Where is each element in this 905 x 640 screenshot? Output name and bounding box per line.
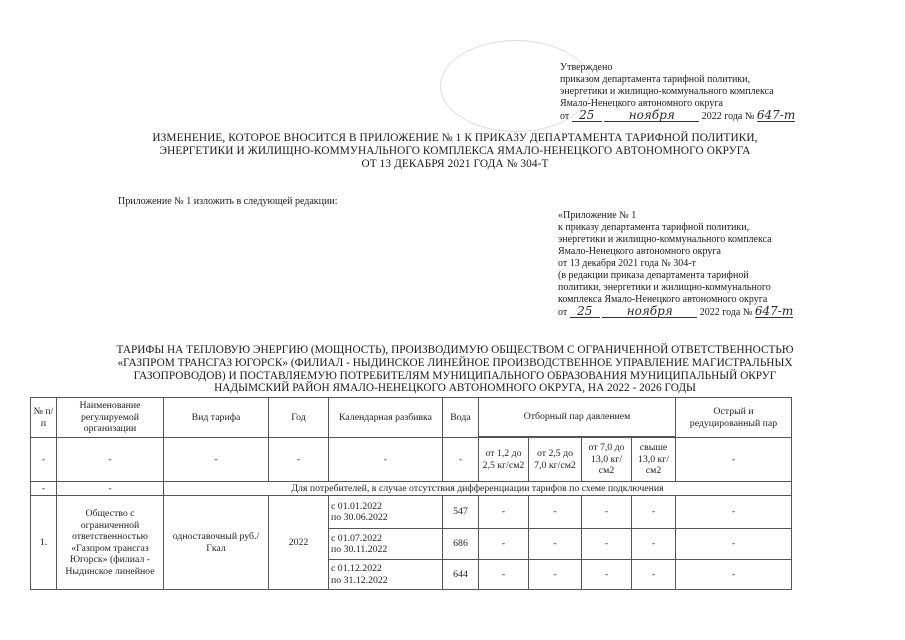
handwritten-day: 25 (570, 306, 600, 318)
tariff-title-line: НАДЫМСКИЙ РАЙОН ЯМАЛО-НЕНЕЦКОГО АВТОНОМНОГО ОКРУГА, НА 2022 - 2026 ГОДЫ (214, 382, 696, 395)
appendix-line: комплекса Ямало-Ненецкого автономного округа (558, 294, 768, 305)
approval-line: Ямало-Ненецкого автономного округа (560, 98, 723, 109)
dash-cell: - (676, 438, 792, 482)
appendix-line: энергетики и жилищно-коммунального комплекса (558, 234, 772, 245)
dash-cell: - (443, 438, 479, 482)
tariff-title-line: «ГАЗПРОМ ТРАНСГАЗ ЮГОРСК» (ФИЛИАЛ - НЫДИНСКОЕ ЛИНЕЙНОЕ ПРОИЗВОДСТВЕННОЕ УПРАВЛЕНИЕ МАГИСТРАЛЬНЫХ (117, 356, 793, 369)
document-title-line: ОТ 13 ДЕКАБРЯ 2021 ГОДА № 304-Т (361, 158, 549, 170)
appendix-line: от 13 декабря 2021 года № 304-т (558, 258, 696, 269)
dash-cell: - (164, 438, 269, 482)
header-steam: Отборный пар давлением (479, 398, 676, 437)
dash-cell: - (582, 529, 632, 560)
document-title (70, 132, 840, 171)
header-water: Вода (443, 398, 479, 438)
document-title-line: ИЗМЕНЕНИЕ, КОТОРОЕ ВНОСИТСЯ В ПРИЛОЖЕНИЕ № 1 К ПРИКАЗУ ДЕПАРТАМЕНТА ТАРИФНОЙ ПОЛИТИКИ, (152, 132, 758, 144)
section-label: Для потребителей, в случае отсутствия дифференциации тарифов по схеме подключения (164, 482, 792, 496)
tariff-title (50, 344, 860, 395)
water-value: 686 (443, 529, 479, 560)
approval-line: энергетики и жилищно-коммунального комплекса (560, 86, 774, 97)
row-org: Общество с ограниченной ответственностью «Газпром трансгаз Югорск» (филиал - Ныдинское линейное (57, 496, 164, 590)
date-prefix: от (558, 307, 568, 318)
approval-date-line (560, 110, 860, 123)
table-section-row (31, 482, 792, 496)
period-cell (329, 496, 443, 529)
handwritten-month: ноября (604, 110, 699, 122)
appendix-block (558, 210, 858, 319)
date-prefix: от (560, 111, 570, 122)
header-num: № п/п (31, 398, 57, 438)
document-title-line: ЭНЕРГЕТИКИ И ЖИЛИЩНО-КОММУНАЛЬНОГО КОМПЛЕКСА ЯМАЛО-НЕНЕЦКОГО АВТОНОМНОГО ОКРУГА (159, 145, 751, 157)
dash-cell: - (57, 482, 164, 496)
water-value: 644 (443, 560, 479, 590)
appendix-line: политики, энергетики и жилищно-коммунального (558, 282, 771, 293)
dash-cell: - (329, 438, 443, 482)
handwritten-month: ноября (602, 306, 697, 318)
period-cell (329, 560, 443, 590)
dash-cell: - (676, 529, 792, 560)
handwritten-number: 647-т (756, 108, 796, 122)
header-tariff-type: Вид тарифа (164, 398, 269, 438)
dash-cell: - (676, 496, 792, 529)
period-from: с 01.12.2022 (331, 563, 382, 574)
date-year: 2022 года № (699, 307, 753, 318)
period-to: по 30.06.2022 (331, 512, 388, 523)
appendix-line: (в редакции приказа департамента тарифной (558, 270, 749, 281)
period-cell (329, 529, 443, 560)
period-from: с 01.07.2022 (331, 532, 382, 544)
dash-cell: - (582, 496, 632, 529)
dash-cell: - (269, 438, 329, 482)
header-year: Год (269, 398, 329, 438)
dash-cell: - (529, 529, 582, 560)
appendix-line: Ямало-Ненецкого автономного округа (558, 246, 721, 257)
intro-text: Приложение № 1 изложить в следующей редакции: (118, 196, 338, 207)
header-pressure-2: от 2,5 до 7,0 кг/см2 (529, 438, 582, 482)
dash-cell: - (676, 560, 792, 590)
row-num: 1. (31, 496, 57, 590)
table-subheader-row (31, 438, 792, 482)
dash-cell: - (31, 482, 57, 496)
header-sharp-steam: Острый и редуцированный пар (676, 398, 792, 438)
appendix-date-line (558, 306, 858, 319)
dash-cell: - (632, 560, 676, 590)
approval-line: приказом департамента тарифной политики, (560, 74, 750, 85)
dash-cell: - (632, 496, 676, 529)
appendix-line: «Приложение № 1 (558, 210, 637, 221)
dash-cell: - (529, 496, 582, 529)
header-pressure-4: свыше 13,0 кг/см2 (632, 438, 676, 482)
dash-cell: - (57, 438, 164, 482)
approval-line: Утверждено (560, 62, 613, 73)
dash-cell: - (479, 496, 529, 529)
tariff-title-line: ГАЗОПРОВОДОВ) И ПОСТАВЛЯЕМУЮ ПОТРЕБИТЕЛЯМ МУНИЦИПАЛЬНОГО ОБРАЗОВАНИЯ МУНИЦИПАЛЬНЫЙ ОКРУГ (133, 369, 777, 382)
header-pressure-3: от 7,0 до 13,0 кг/см2 (582, 438, 632, 482)
dash-cell: - (479, 529, 529, 560)
period-from: с 01.01.2022 (331, 500, 382, 512)
tariff-table (30, 397, 792, 590)
row-year: 2022 (269, 496, 329, 590)
table-header-row (31, 398, 792, 437)
approval-block (560, 62, 860, 123)
date-year: 2022 года № (701, 111, 755, 122)
handwritten-number: 647-т (754, 304, 794, 318)
header-org: Наименование регулируемой организации (57, 398, 164, 438)
dash-cell: - (582, 560, 632, 590)
appendix-line: к приказу департамента тарифной политики, (558, 222, 750, 233)
dash-cell: - (529, 560, 582, 590)
header-pressure-1: от 1,2 до 2,5 кг/см2 (479, 438, 529, 482)
tariff-title-line: ТАРИФЫ НА ТЕПЛОВУЮ ЭНЕРГИЮ (МОЩНОСТЬ), ПРОИЗВОДИМУЮ ОБЩЕСТВОМ С ОГРАНИЧЕННОЙ ОТВЕТСТВЕННОСТЬЮ (116, 344, 794, 356)
dash-cell: - (31, 438, 57, 482)
row-tariff-type: одноставочный руб./Гкал (164, 496, 269, 590)
dash-cell: - (632, 529, 676, 560)
dash-cell: - (479, 560, 529, 590)
table-row (31, 496, 792, 529)
water-value: 547 (443, 496, 479, 529)
header-calendar: Календарная разбивка (329, 398, 443, 438)
period-to: по 30.11.2022 (331, 544, 388, 555)
handwritten-day: 25 (572, 110, 602, 122)
period-to: по 31.12.2022 (331, 574, 388, 586)
